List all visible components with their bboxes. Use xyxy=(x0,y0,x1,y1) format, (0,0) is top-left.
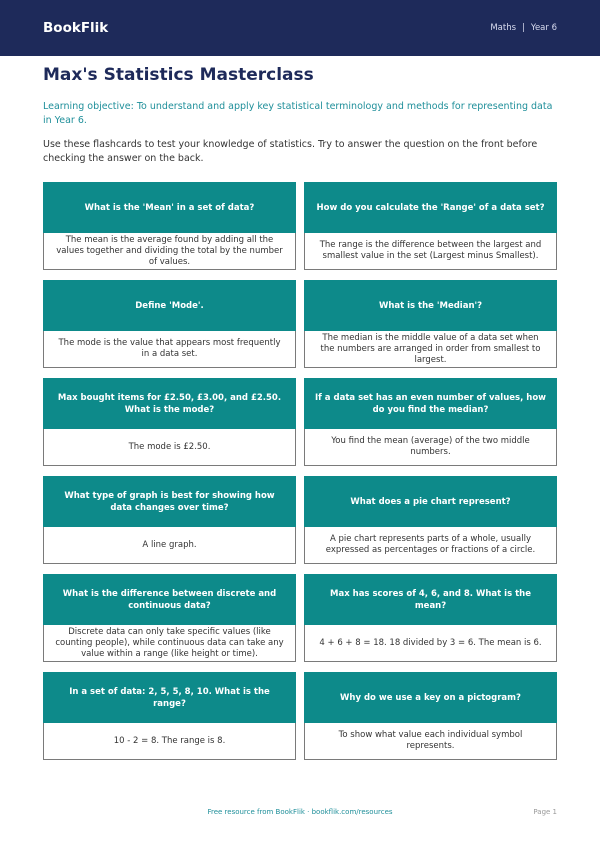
flashcard[interactable] xyxy=(304,476,557,564)
flashcard-answer: The mode is the value that appears most frequently in a data set. xyxy=(43,331,296,368)
flashcard[interactable] xyxy=(43,476,296,564)
flashcard-question: Max has scores of 4, 6, and 8. What is the mean? xyxy=(304,574,557,625)
flashcard[interactable] xyxy=(304,378,557,466)
flashcard-question: What is the difference between discrete and continuous data? xyxy=(43,574,296,625)
page-title: Max's Statistics Masterclass xyxy=(43,65,314,85)
flashcard[interactable] xyxy=(43,378,296,466)
learning-objective: Learning objective: To understand and apply key statistical terminology and methods for representing data in Year 6. xyxy=(43,101,553,126)
flashcard[interactable] xyxy=(304,672,557,760)
flashcard[interactable] xyxy=(43,574,296,662)
flashcard[interactable] xyxy=(43,182,296,270)
flashcard-answer: The mean is the average found by adding all the values together and dividing the total by the number of values. xyxy=(43,233,296,270)
flashcard-answer: 4 + 6 + 8 = 18. 18 divided by 3 = 6. The mean is 6. xyxy=(304,625,557,662)
flashcard[interactable] xyxy=(304,280,557,368)
flashcard-answer: To show what value each individual symbol represents. xyxy=(304,723,557,760)
page-footer xyxy=(0,808,600,820)
flashcard[interactable] xyxy=(43,672,296,760)
flashcard-question: How do you calculate the 'Range' of a data set? xyxy=(304,182,557,233)
flashcard-answer: A pie chart represents parts of a whole, usually expressed as percentages or fractions of a circle. xyxy=(304,527,557,564)
flashcard-answer: You find the mean (average) of the two middle numbers. xyxy=(304,429,557,466)
flashcard-answer: The range is the difference between the largest and smallest value in the set (Largest minus Smallest). xyxy=(304,233,557,270)
flashcard-question: What is the 'Median'? xyxy=(304,280,557,331)
breadcrumb xyxy=(490,23,557,33)
header-bar xyxy=(0,0,600,56)
intro-text: Use these flashcards to test your knowledge of statistics. Try to answer the question on the front before checking the answer on the back. xyxy=(43,139,538,164)
flashcard-answer: 10 - 2 = 8. The range is 8. xyxy=(43,723,296,760)
flashcard[interactable] xyxy=(304,182,557,270)
flashcard-grid xyxy=(43,182,557,760)
page-number: Page 1 xyxy=(533,808,557,816)
flashcard[interactable] xyxy=(304,574,557,662)
flashcard-question: What does a pie chart represent? xyxy=(304,476,557,527)
footer-credit-link[interactable]: Free resource from BookFlik · bookflik.com/resources xyxy=(207,808,393,816)
flashcard-question: Why do we use a key on a pictogram? xyxy=(304,672,557,723)
flashcard-answer: The mode is £2.50. xyxy=(43,429,296,466)
breadcrumb-separator: | xyxy=(522,23,525,33)
flashcard-answer: A line graph. xyxy=(43,527,296,564)
flashcard[interactable] xyxy=(43,280,296,368)
flashcard-question: Define 'Mode'. xyxy=(43,280,296,331)
flashcard-question: Max bought items for £2.50, £3.00, and £2.50. What is the mode? xyxy=(43,378,296,429)
flashcard-question: In a set of data: 2, 5, 5, 8, 10. What is the range? xyxy=(43,672,296,723)
breadcrumb-subject[interactable]: Maths xyxy=(490,23,517,33)
brand-logo[interactable]: BookFlik xyxy=(43,20,109,36)
flashcard-question: What is the 'Mean' in a set of data? xyxy=(43,182,296,233)
breadcrumb-year[interactable]: Year 6 xyxy=(530,23,557,33)
flashcard-answer: Discrete data can only take specific values (like counting people), while continuous data can take any value within a range (like height or time). xyxy=(43,625,296,662)
flashcard-question: What type of graph is best for showing how data changes over time? xyxy=(43,476,296,527)
flashcard-answer: The median is the middle value of a data set when the numbers are arranged in order from smallest to largest. xyxy=(304,331,557,368)
flashcard-question: If a data set has an even number of values, how do you find the median? xyxy=(304,378,557,429)
